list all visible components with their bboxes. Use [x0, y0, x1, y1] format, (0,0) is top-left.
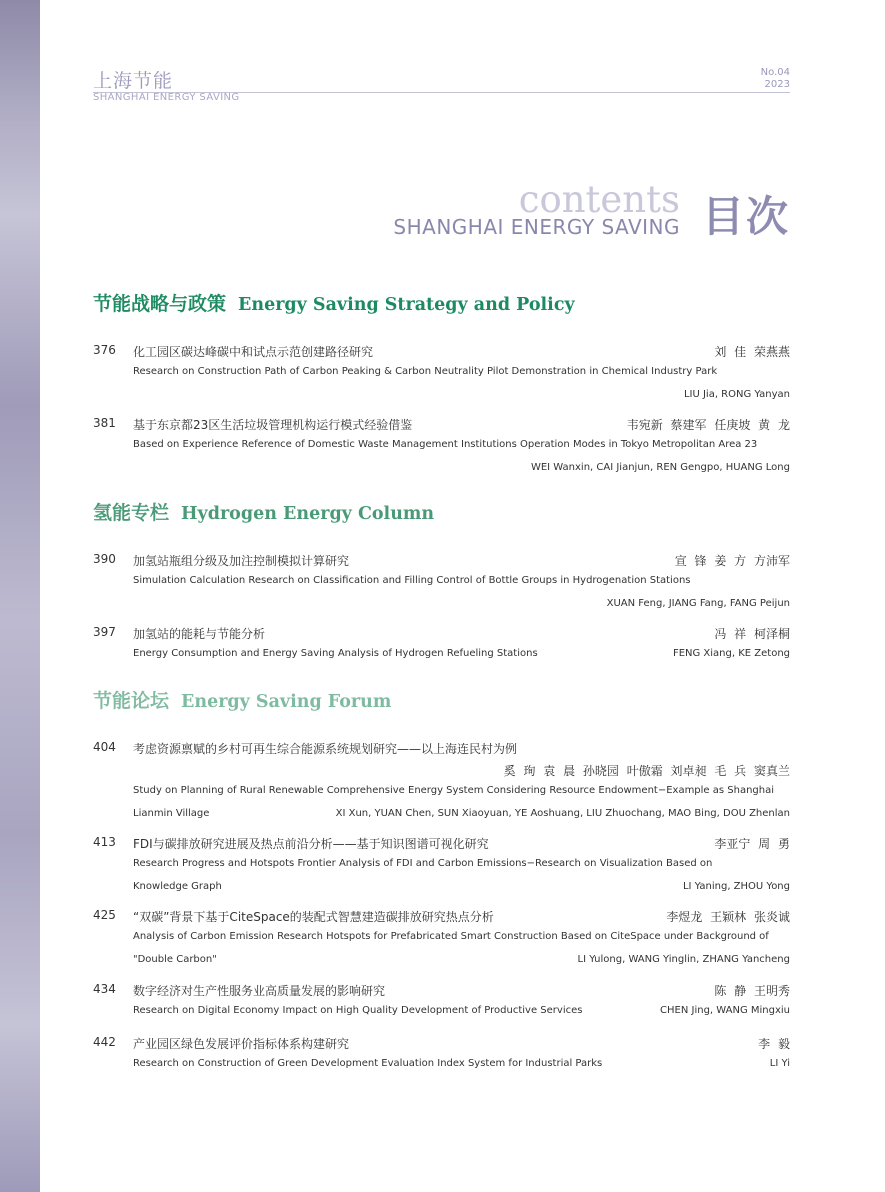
journal-title-en: SHANGHAI ENERGY SAVING: [93, 92, 240, 103]
article-title-cn[interactable]: 考虑资源禀赋的乡村可再生综合能源系统规划研究——以上海连民村为例: [133, 742, 518, 756]
authors-cn: 冯 祥 柯泽桐: [714, 627, 790, 641]
issue-info: [761, 67, 790, 91]
article-title-en-cont[interactable]: Lianmin Village: [133, 808, 210, 819]
page-number: 397: [93, 625, 116, 639]
authors-cn: 李煜龙 王颖林 张炎诚: [666, 910, 790, 924]
section-heading: [93, 500, 434, 527]
page-number: 376: [93, 343, 116, 357]
article-title-en[interactable]: Energy Consumption and Energy Saving Analysis of Hydrogen Refueling Stations: [133, 648, 538, 659]
page-number: 404: [93, 740, 116, 754]
page-number: 413: [93, 835, 116, 849]
page-number: 434: [93, 982, 116, 996]
article-title-en-cont[interactable]: Knowledge Graph: [133, 881, 222, 892]
authors-en: CHEN Jing, WANG Mingxiu: [660, 1005, 790, 1016]
authors-en: FENG Xiang, KE Zetong: [672, 648, 790, 659]
authors-cn: 韦宛新 蔡建军 任庚坡 黄 龙: [626, 418, 790, 432]
article-title-cn[interactable]: “双碳”背景下基于CiteSpace的装配式智慧建造碳排放研究热点分析: [133, 910, 494, 924]
article-title-en[interactable]: Research Progress and Hotspots Frontier Analysis of FDI and Carbon Emissions−Research on Visualization Based on: [133, 858, 713, 869]
authors-cn: 奚 珣 袁 晨 孙晓园 叶傲霜 刘卓昶 毛 兵 窦真兰: [503, 764, 790, 778]
article-title-en[interactable]: Analysis of Carbon Emission Research Hotspots for Prefabricated Smart Construction Based on CiteSpace under Background of: [133, 931, 769, 942]
section-title-en: Energy Saving Forum: [181, 692, 392, 712]
toc-entry[interactable]: [93, 908, 790, 976]
toc-entry[interactable]: [93, 343, 790, 411]
article-title-cn[interactable]: 数字经济对生产性服务业高质量发展的影响研究: [133, 984, 386, 998]
authors-cn: 陈 静 王明秀: [714, 984, 790, 998]
authors-cn: 李 毅: [758, 1037, 790, 1051]
toc-entry[interactable]: [93, 740, 790, 830]
page-number: 442: [93, 1035, 116, 1049]
authors-en: WEI Wanxin, CAI Jianjun, REN Gengpo, HUANG Long: [530, 462, 790, 473]
article-title-en[interactable]: Based on Experience Reference of Domestic Waste Management Institutions Operation Modes in Tokyo Metropolitan Area 23: [133, 439, 758, 450]
section-title-en: Energy Saving Strategy and Policy: [238, 295, 575, 315]
toc-entry[interactable]: [93, 416, 790, 484]
page-number: 381: [93, 416, 116, 430]
article-title-en[interactable]: Study on Planning of Rural Renewable Comprehensive Energy System Considering Resource Endowment−Example as Shanghai: [133, 785, 775, 796]
authors-cn: 刘 佳 荣燕燕: [714, 345, 790, 359]
toc-entry[interactable]: [93, 625, 790, 670]
article-title-en[interactable]: Research on Digital Economy Impact on High Quality Development of Productive Services: [133, 1005, 583, 1016]
article-title-cn[interactable]: 产业园区绿色发展评价指标体系构建研究: [133, 1037, 350, 1051]
toc-entry[interactable]: [93, 982, 790, 1027]
contents-subtitle: SHANGHAI ENERGY SAVING: [393, 215, 680, 239]
section-title-cn: 节能战略与政策: [93, 293, 227, 315]
toc-entry[interactable]: [93, 1035, 790, 1080]
article-title-cn[interactable]: 化工园区碳达峰碳中和试点示范创建路径研究: [133, 345, 374, 359]
authors-en: XI Xun, YUAN Chen, SUN Xiaoyuan, YE Aoshuang, LIU Zhuochang, MAO Bing, DOU Zhenlan: [335, 808, 790, 819]
article-title-en[interactable]: Simulation Calculation Research on Classification and Filling Control of Bottle Groups in Hydrogenation Stations: [133, 575, 691, 586]
page-number: 425: [93, 908, 116, 922]
authors-en: LI Yulong, WANG Yinglin, ZHANG Yancheng: [577, 954, 790, 965]
section-title-cn: 氢能专栏: [93, 502, 170, 524]
article-title-cn[interactable]: FDI与碳排放研究进展及热点前沿分析——基于知识图谱可视化研究: [133, 837, 489, 851]
article-title-cn[interactable]: 加氢站的能耗与节能分析: [133, 627, 266, 641]
section-heading: [93, 291, 575, 318]
page-number: 390: [93, 552, 116, 566]
section-title-cn: 节能论坛: [93, 690, 170, 712]
authors-en: LIU Jia, RONG Yanyan: [683, 389, 790, 400]
toc-entry[interactable]: [93, 835, 790, 903]
article-title-en[interactable]: Research on Construction Path of Carbon Peaking & Carbon Neutrality Pilot Demonstration in Chemical Industry Park: [133, 366, 718, 377]
toc-entry[interactable]: [93, 552, 790, 620]
article-title-cn[interactable]: 加氢站瓶组分级及加注控制模拟计算研究: [133, 554, 350, 568]
issue-year: 2023: [764, 79, 790, 90]
authors-en: LI Yi: [769, 1058, 790, 1069]
section-heading: [93, 688, 391, 715]
contents-heading-cn: 目次: [701, 192, 790, 241]
authors-en: XUAN Feng, JIANG Fang, FANG Peijun: [606, 598, 790, 609]
authors-en: LI Yaning, ZHOU Yong: [682, 881, 790, 892]
article-title-en-cont[interactable]: "Double Carbon": [133, 954, 217, 965]
article-title-en[interactable]: Research on Construction of Green Development Evaluation Index System for Industrial Parks: [133, 1058, 603, 1069]
decorative-side-bar: [0, 0, 40, 1192]
issue-number: No.04: [760, 67, 790, 78]
article-title-cn[interactable]: 基于东京都23区生活垃圾管理机构运行模式经验借鉴: [133, 418, 413, 432]
journal-title-cn: 上海节能: [93, 70, 174, 92]
authors-cn: 宣 锋 姜 方 方沛军: [674, 554, 790, 568]
contents-word: contents: [518, 178, 680, 221]
authors-cn: 李亚宁 周 勇: [714, 837, 790, 851]
section-title-en: Hydrogen Energy Column: [181, 504, 435, 524]
